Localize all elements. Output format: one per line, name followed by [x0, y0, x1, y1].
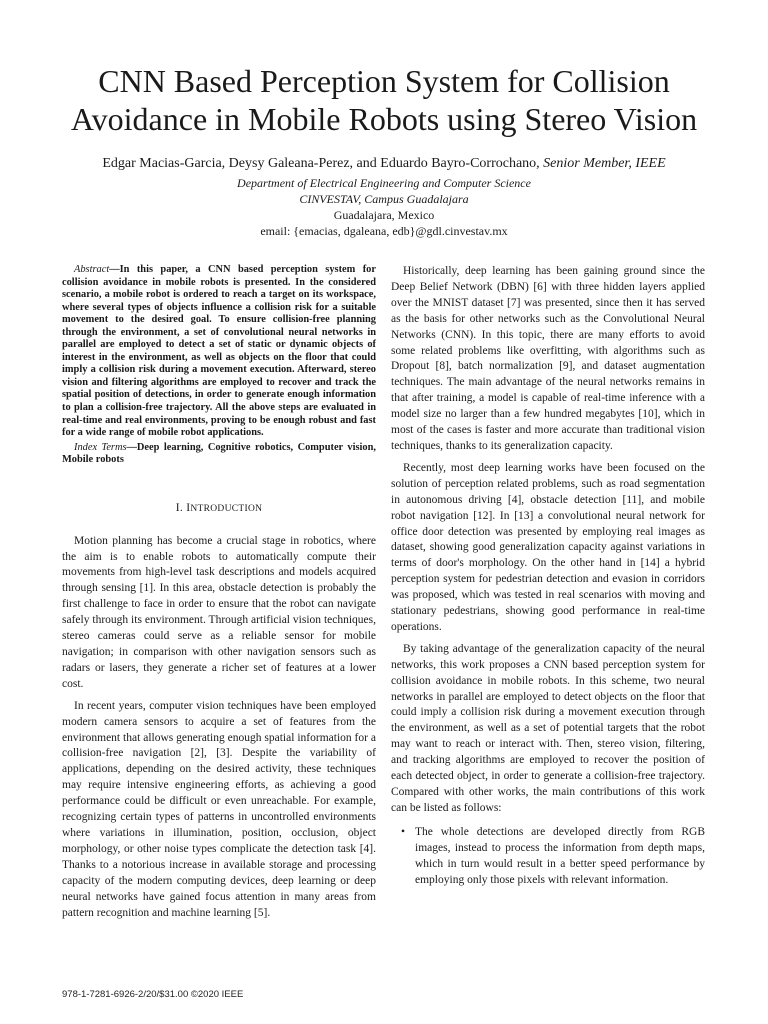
list-item — [391, 825, 705, 889]
index-terms-label: Index Terms — [74, 441, 127, 453]
index-terms-dash: — — [126, 441, 137, 453]
right-column — [391, 264, 705, 888]
abstract-dash: — — [109, 264, 120, 275]
affiliation-city: Guadalajara, Mexico — [333, 208, 435, 222]
section-heading-introduction — [62, 501, 376, 518]
left-column — [62, 264, 376, 921]
body-paragraph: Motion planning has become a crucial stage in robotics, where the aim is to enable robots to automatically compute their movements from high-level task descriptions and models acquired through sensing [1]. In this area, obstacle detection is probably the first challenge to face in order to ensure that the robot can navigate safely through its environment. Through artificial vision techniques, stereo cameras could serve as a reliable sensor for mobile navigation; in comparison with other navigation sensors such as radars or lasers, they generate a richer set of features at a lower cost. — [62, 534, 376, 690]
affiliation-email: email: {emacias, dgaleana, edb}@gdl.cinvestav.mx — [260, 224, 508, 238]
index-terms-text: Deep learning, Cognitive robotics, Computer vision, Mobile robots — [62, 441, 376, 466]
abstract-label: Abstract — [74, 264, 110, 275]
list-item-text: The whole detections are developed directly from RGB images, instead to process the information from depth maps, which in turn would result in a better speed performance by employing only those pixels with relevant information. — [415, 825, 705, 886]
body-paragraph: Recently, most deep learning works have been focused on the solution of perception related problems, such as road segmentation in autonomous driving [4], obstacle detection [11], and mobile robot navigation [12]. In [13] a convolutional neural network for office door detection was presented by employing real images as dataset, showing good generalization capacity against variations in terms of door's morphology. On the other hand in [14] a hybrid perception system for pedestrian detection and evasion in corridors was proposed, which was tested in real scenarios with moving and stationary pedestrians, showing good performance in real-time operations. — [391, 461, 705, 633]
section-title-rest: NTRODUCTION — [190, 503, 263, 514]
author-membership: Senior Member, IEEE — [543, 156, 666, 171]
body-paragraph: Historically, deep learning has been gaining ground since the Deep Belief Network (DBN) [6] with three hidden layers applied over the MNIST dataset [7] was presented, since then it has served as the basis for other networks such as the Convolutional Neural Networks (CNN). In this topic, there are many efforts to avoid some related problems like overfitting, with algorithms such as Dropout [8], batch normalization [9], and dataset augmentation techniques. The main advantage of the neural networks remains in that after training, a model is capable of real-time inference with a model size no larger than a few hundred megabytes [10], which in most of the cases is faster and more accurate than traditional vision techniques, thanks to its generalization capacity. — [391, 265, 705, 452]
abstract-text: In this paper, a CNN based perception system for collision avoidance in mobile robots is presented. In the considered scenario, a mobile robot is ordered to reach a target on its workspace, where several types of objects influence a collision risk for a suitable movement to the desired goal. To ensure collision-free planning through the environment, a set of convolutional neural networks in parallel are employed to detect a set of static or dynamic objects of interest in the environment, as well as objects on the floor that could imply a collision risk during a movement execution. Afterward, stereo vision and filtering algorithms are employed to recover and track the spatial position of detections, in order to generate enough information to plan a collision-free trajectory. All the above steps are evaluated in real-time and real environments, proving to be enough robust and fast for a wide range of mobile robot applications. — [62, 264, 376, 439]
body-paragraph: By taking advantage of the generalization capacity of the neural networks, this work proposes a CNN based perception system for collision avoidance in mobile robots. In this scheme, two neural networks in parallel are employed to detect objects on the floor that could imply a collision risk during a movement execution through the environment, as well as a set of potential targets that the robot may want to reach or interact with. Then, stereo vision, filtering, and tracking algorithms are employed to recover the position of each detected object, in order to generate a collision-free trajectory. Compared with other works, the main contributions of this work can be listed as follows: — [391, 642, 705, 814]
index-terms-paragraph — [62, 442, 376, 467]
section-numeral: I. — [175, 501, 187, 514]
author-names: Edgar Macias-Garcia, Deysy Galeana-Perez, and Eduardo Bayro-Corrochano, — [102, 156, 540, 171]
bullet-icon: • — [401, 825, 406, 838]
author-line — [40, 154, 728, 173]
affiliation-department: Department of Electrical Engineering and Computer Science — [237, 176, 531, 190]
abstract-block — [62, 264, 376, 467]
abstract-paragraph — [62, 264, 376, 440]
body-paragraph: In recent years, computer vision techniques have been employed modern camera sensors to acquire a set of features from the environment that allows generating enough spatial information for a collision-free navigation [2], [3]. Despite the variability of applications, depending on the desired activity, these techniques may require intensive engineering efforts, as achieving a good performance could be difficult or even unreachable. For example, recognizing certain types of patterns in uncontrolled environments where variations in illumination, position, occlusion, object morphology, or other noise types complicate the detection task [4]. Thanks to a notorious increase in available storage and processing capacity of the modern computing devices, deep learning or deep neural networks have gained focus attention in many areas from pattern recognition and machine learning [5]. — [62, 699, 376, 919]
section-first-letter: I — [186, 501, 191, 514]
copyright-footer: 978-1-7281-6926-2/20/$31.00 ©2020 IEEE — [62, 989, 244, 1000]
contribution-list — [391, 825, 705, 889]
paper-title: CNN Based Perception System for Collision Avoidance in Mobile Robots using Stereo Vision — [70, 63, 698, 137]
affiliation-institution: CINVESTAV, Campus Guadalajara — [299, 192, 469, 206]
